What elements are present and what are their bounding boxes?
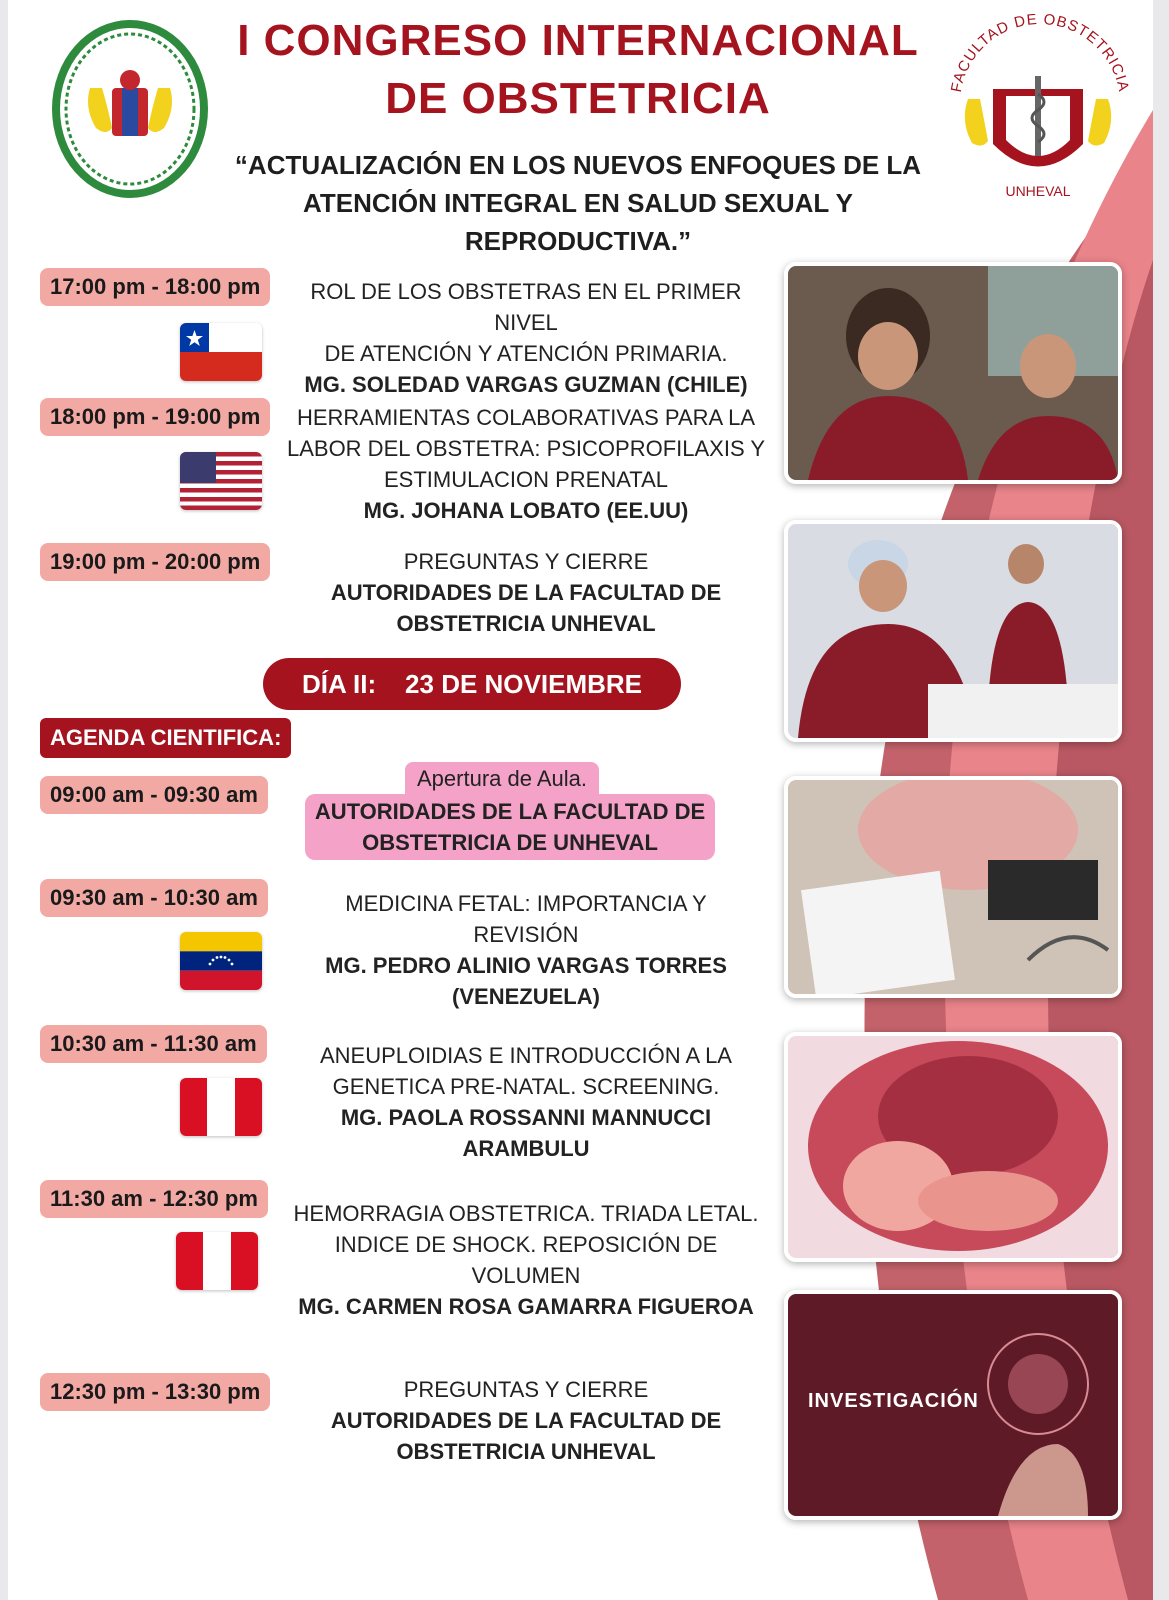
apertura-title: Apertura de Aula. <box>405 762 599 796</box>
session-item <box>284 888 768 1012</box>
session-speaker: MG. SOLEDAD VARGAS GUZMAN (CHILE) <box>304 372 748 397</box>
time-slot: 09:00 am - 09:30 am <box>40 776 268 814</box>
university-seal-logo <box>50 18 210 200</box>
day-two-banner <box>263 658 681 710</box>
agenda-label: AGENDA CIENTIFICA: <box>40 718 291 758</box>
day-date: 23 DE NOVIEMBRE <box>405 669 642 699</box>
session-item <box>284 1374 768 1467</box>
session-topic: HEMORRAGIA OBSTETRICA. TRIADA LETAL. <box>293 1201 759 1226</box>
session-speaker: AUTORIDADES DE LA FACULTAD DE <box>330 580 722 605</box>
congress-subtitle <box>218 146 938 260</box>
time-slot: 10:30 am - 11:30 am <box>40 1025 267 1063</box>
photo-prenatal-consultation <box>784 776 1122 998</box>
session-speaker: (VENEZUELA) <box>452 984 600 1009</box>
session-topic: ANEUPLOIDIAS E INTRODUCCIÓN A LA <box>320 1043 732 1068</box>
poster <box>8 0 1153 1600</box>
faculty-logo <box>938 14 1138 214</box>
session-item <box>284 1040 768 1164</box>
peru-flag-icon <box>180 1078 262 1136</box>
session-topic: GENETICA PRE-NATAL. SCREENING. <box>332 1074 720 1099</box>
photo-research <box>784 1290 1122 1520</box>
photo-fetus <box>784 1032 1122 1262</box>
subtitle-line: REPRODUCTIVA.” <box>464 226 692 256</box>
time-slot: 11:30 am - 12:30 pm <box>40 1180 268 1218</box>
session-item <box>284 402 768 526</box>
photo-clinical-practice <box>784 520 1122 742</box>
right-border <box>1153 0 1169 1600</box>
time-slot: 19:00 pm - 20:00 pm <box>40 543 270 581</box>
time-slot: 17:00 pm - 18:00 pm <box>40 268 270 306</box>
session-speaker: ARAMBULU <box>462 1136 590 1161</box>
svg-text:UNHEVAL: UNHEVAL <box>1005 183 1071 199</box>
svg-text:FACULTAD DE OBSTETRICIA: FACULTAD DE OBSTETRICIA <box>947 14 1133 94</box>
day-label: DÍA II: <box>302 669 377 699</box>
session-topic: PREGUNTAS Y CIERRE <box>403 549 649 574</box>
congress-title-line2: DE OBSTETRICIA <box>385 74 771 123</box>
chile-flag-icon <box>180 323 262 381</box>
session-topic: INDICE DE SHOCK. REPOSICIÓN DE <box>334 1232 718 1257</box>
session-speaker: MG. PEDRO ALINIO VARGAS TORRES <box>325 953 727 978</box>
congress-title-line1: I CONGRESO INTERNACIONAL <box>237 16 919 65</box>
session-topic: REVISIÓN <box>473 922 579 947</box>
session-speaker: OBSTETRICIA UNHEVAL <box>396 611 656 636</box>
peru-flag-icon <box>176 1232 258 1290</box>
session-topic: LABOR DEL OBSTETRA: PSICOPROFILAXIS Y <box>286 436 766 461</box>
apertura-line: AUTORIDADES DE LA FACULTAD DE <box>314 799 706 824</box>
usa-flag-icon <box>180 452 262 510</box>
session-topic: ESTIMULACION PRENATAL <box>383 467 668 492</box>
investigacion-label: INVESTIGACIÓN <box>808 1390 979 1412</box>
subtitle-line: ATENCIÓN INTEGRAL EN SALUD SEXUAL Y <box>303 188 853 218</box>
session-speaker: MG. CARMEN ROSA GAMARRA FIGUEROA <box>298 1294 754 1319</box>
venezuela-flag-icon <box>180 932 262 990</box>
session-topic: ROL DE LOS OBSTETRAS EN EL PRIMER NIVEL <box>310 279 742 335</box>
session-speaker: OBSTETRICIA UNHEVAL <box>396 1439 656 1464</box>
time-slot: 09:30 am - 10:30 am <box>40 879 268 917</box>
session-topic: MEDICINA FETAL: IMPORTANCIA Y <box>345 891 707 916</box>
subtitle-line: “ACTUALIZACIÓN EN LOS NUEVOS ENFOQUES DE LA <box>234 150 922 180</box>
time-slot: 12:30 pm - 13:30 pm <box>40 1373 270 1411</box>
session-item <box>284 276 768 400</box>
session-topic: VOLUMEN <box>471 1263 581 1288</box>
session-item <box>284 546 768 639</box>
session-speaker: MG. JOHANA LOBATO (EE.UU) <box>363 498 689 523</box>
session-topic: DE ATENCIÓN Y ATENCIÓN PRIMARIA. <box>324 341 728 366</box>
apertura-line: OBSTETRICIA DE UNHEVAL <box>362 830 658 855</box>
session-speaker: AUTORIDADES DE LA FACULTAD DE <box>330 1408 722 1433</box>
session-item <box>284 1198 768 1322</box>
session-topic: HERRAMIENTAS COLABORATIVAS PARA LA <box>296 405 756 430</box>
apertura-authorities <box>305 794 715 860</box>
session-speaker: MG. PAOLA ROSSANNI MANNUCCI <box>340 1105 712 1130</box>
left-border <box>0 0 8 1600</box>
photo-obstetricians-group <box>784 262 1122 484</box>
session-topic: PREGUNTAS Y CIERRE <box>403 1377 649 1402</box>
time-slot: 18:00 pm - 19:00 pm <box>40 398 270 436</box>
